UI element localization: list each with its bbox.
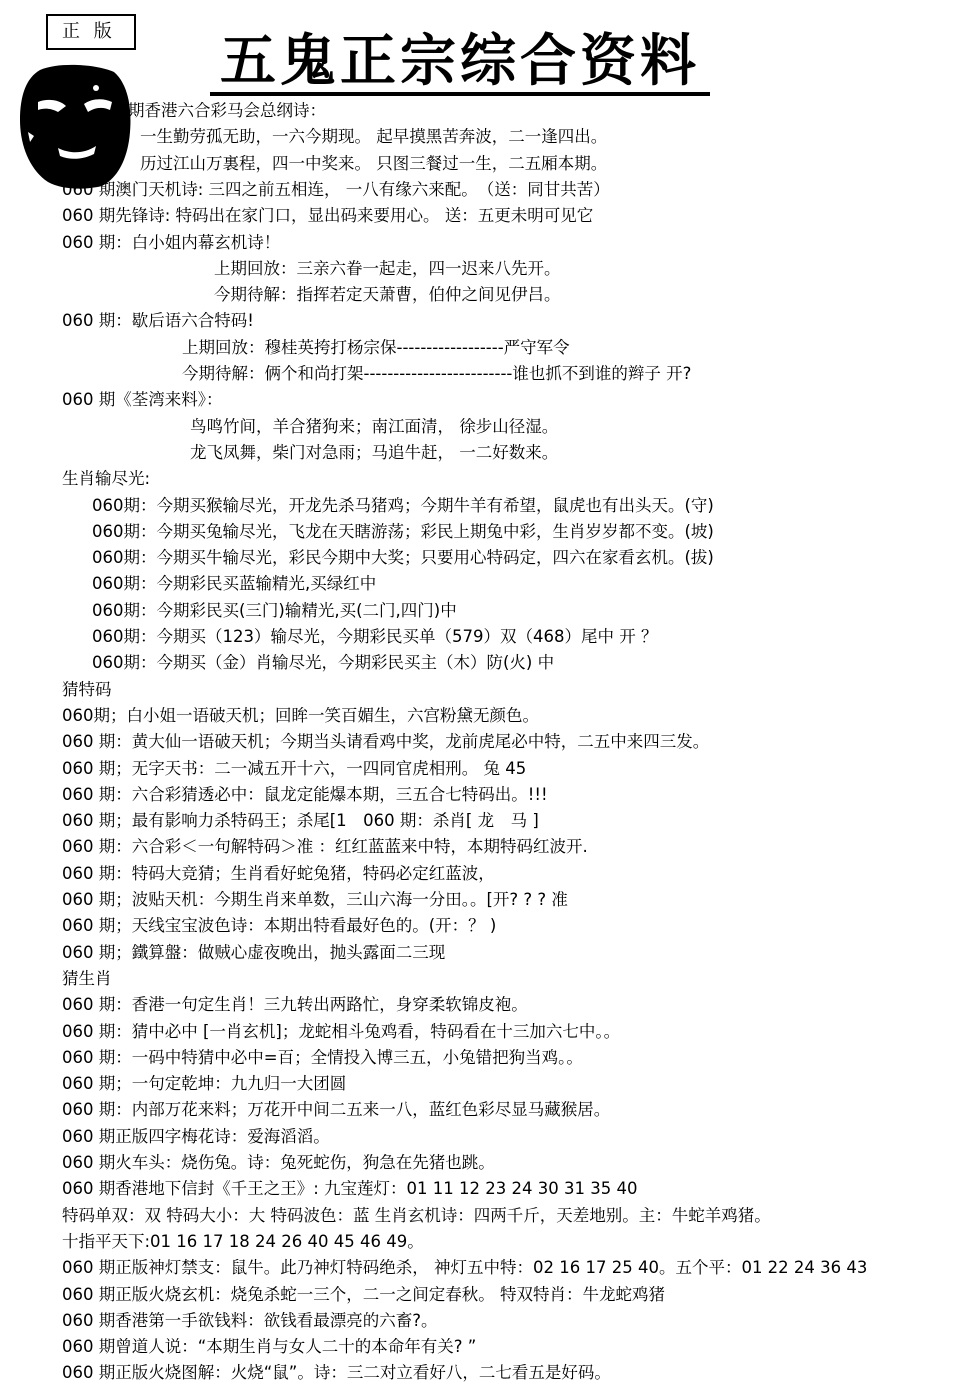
text-line: 060 期曾道人说：“本期生肖与女人二十的本命年有关? ” xyxy=(62,1337,477,1357)
text-line: 猜生肖 xyxy=(62,968,112,988)
text-line: 一生勤劳孤无助，一六今期现。 起早摸黑苦奔波，二一逢四出。 xyxy=(140,127,608,147)
text-line: 060 期澳门天机诗: 三四之前五相连， 一八有缘六来配。 （送：同甘共苦） xyxy=(62,179,610,199)
text-line: 今期待解：俩个和尚打架-------------------------谁也抓不到谁的辫子 开? xyxy=(182,364,692,383)
text-line: 060 期：歇后语六合特码! xyxy=(62,311,254,331)
text-line: 060 期《荃湾来料》： xyxy=(62,390,223,410)
text-line: 特码单双：双 特码大小：大 特码波色：蓝 生肖玄机诗：四两千斤，天差地别。主：牛蛇羊鸡猪。 xyxy=(62,1205,771,1225)
text-line: 060 期：猜中必中 [一肖玄机]；龙蛇相斗兔鸡看，特码看在十三加六七中。。 xyxy=(62,1021,621,1041)
text-line: 上期回放：穆桂英挎打杨宗保------------------严守军令 xyxy=(182,337,570,357)
text-line: 060 期：黄大仙一语破天机；今期当头请看鸡中奖，龙前虎尾必中特，二五中来四三发。 xyxy=(62,732,710,752)
text-line: 060 期：六合彩猜透必中：鼠龙定能爆本期，三五合七特码出。!!! xyxy=(62,784,548,804)
text-line: 060 期正版神灯禁支：鼠牛。此乃神灯特码绝杀， 神灯五中特：02 16 17 25 40。五个平：01 22 24 36 43 xyxy=(62,1258,868,1278)
text-line: 060 期：香港一句定生肖！三九转出两路忙，身穿柔软锦皮袍。 xyxy=(62,995,528,1015)
text-line: 060 期：内部万花来料；万花开中间二五来一八，蓝红色彩尽显马藏猴居。 xyxy=(62,1100,611,1120)
text-line: 060 期火车头：烧伤兔。诗：兔死蛇伤，狗急在先猪也跳。 xyxy=(62,1153,495,1172)
text-line: 060 期；天线宝宝波色诗：本期出特看最好色的。(开：？ ) xyxy=(62,916,497,936)
text-line: 060期：今期彩民买(三门)输精光,买(二门,四门)中 xyxy=(92,600,457,620)
text-line: 060 期；一句定乾坤：九九归一大团圆 xyxy=(62,1074,347,1094)
text-line: 060 期先锋诗: 特码出在家门口，显出码来要用心。 送：五更未明可见它 xyxy=(62,206,594,226)
text-line: 060期：今期买兔输尽光，飞龙在天瞎游荡；彩民上期兔中彩，生肖岁岁都不变。(坡) xyxy=(92,521,714,541)
text-line: 上期回放：三亲六眷一起走，四一迟来八先开。 xyxy=(214,258,561,278)
text-line: 龙飞凤舞，柴门对急雨；马追牛赶， 一二好数来。 xyxy=(190,442,559,462)
text-line: 生肖输尽光: xyxy=(62,469,151,489)
text-line: 060 期：白小姐内幕玄机诗！ xyxy=(62,232,281,252)
text-line: 鸟鸣竹间，羊合猪狗来；南江面清， 徐步山径湿。 xyxy=(190,416,559,436)
text-line: 猜特码 xyxy=(62,679,112,699)
page-title: 五鬼正宗综合资料 xyxy=(210,30,710,96)
text-line: 060 期：特码大竞猜；生肖看好蛇兔猪，特码必定红蓝波， xyxy=(62,863,495,883)
text-line: 十指平天下:01 16 17 18 24 26 40 45 46 49。 xyxy=(62,1231,424,1251)
text-line: 060 期正版火烧玄机：烧兔杀蛇一三个，二一之间定春秋。 特双特肖：牛龙蛇鸡猪 xyxy=(62,1284,665,1304)
text-line: 060期：今期彩民买蓝输精光,买绿红中 xyxy=(92,574,377,594)
text-line: 060 期香港地下信封《千王之王》: 九宝莲灯：01 11 12 23 24 30 31 35 40 xyxy=(62,1179,638,1199)
text-line: 060期；白小姐一语破天机；回眸一笑百媚生，六宫粉黛无颜色。 xyxy=(62,705,539,725)
text-line: 060 期香港第一手欲钱料：欲钱看最漂亮的六畜?。 xyxy=(62,1310,438,1330)
text-line: 060期：今期买（金）肖输尽光，今期彩民买主（木）防(火) 中 xyxy=(92,653,555,673)
text-line: 历过江山万裏程，四一中奖来。 只图三餐过一生，二五厢本期。 xyxy=(140,153,608,173)
text-line: 060 期：六合彩＜一句解特码＞准 ：红红蓝蓝来中特，本期特码红波开. xyxy=(62,837,588,857)
text-line: 060 期；最有影响力杀特码王；杀尾[1 060 期：杀肖[ 龙 马 ] xyxy=(62,811,539,831)
portrait-image xyxy=(18,62,134,190)
text-line: 060 期正版四字梅花诗：爱海滔滔。 xyxy=(62,1126,330,1146)
text-line: 060 期：一码中特猜中必中=百；全情投入博三五，小兔错把狗当鸡。。 xyxy=(62,1047,583,1067)
text-line: 060 期正版火烧图解：火烧“鼠”。诗：三二对立看好八，二七看五是好码。 xyxy=(62,1363,611,1383)
text-line: 060 期；无字天书：二一减五开十六，一四同官虎相刑。 兔 45 xyxy=(62,758,527,778)
text-line: 今期待解：指挥若定天萧曹，伯仲之间见伊吕。 xyxy=(214,285,561,305)
edition-badge: 正 版 xyxy=(46,14,136,50)
text-line: 060期：今期买猴输尽光，开龙先杀马猪鸡；今期牛羊有希望，鼠虎也有出头天。(守) xyxy=(92,495,714,515)
text-line: 060期：今期买（123）输尽光，今期彩民买单（579）双（468）尾中 开 ？ xyxy=(92,627,658,646)
text-line: 期香港六合彩马会总纲诗： xyxy=(128,101,326,120)
text-line: 060 期；波贴天机：今期生肖来单数，三山六海一分田。。[开? ? ? 准 xyxy=(62,890,568,909)
text-line: 060 期；鐵算盤：做贼心虚夜晚出，抛头露面二三现 xyxy=(62,942,446,962)
text-line: 060期：今期买牛输尽光，彩民今期中大奖；只要用心特码定，四六在家看玄机。(拔) xyxy=(92,548,714,568)
